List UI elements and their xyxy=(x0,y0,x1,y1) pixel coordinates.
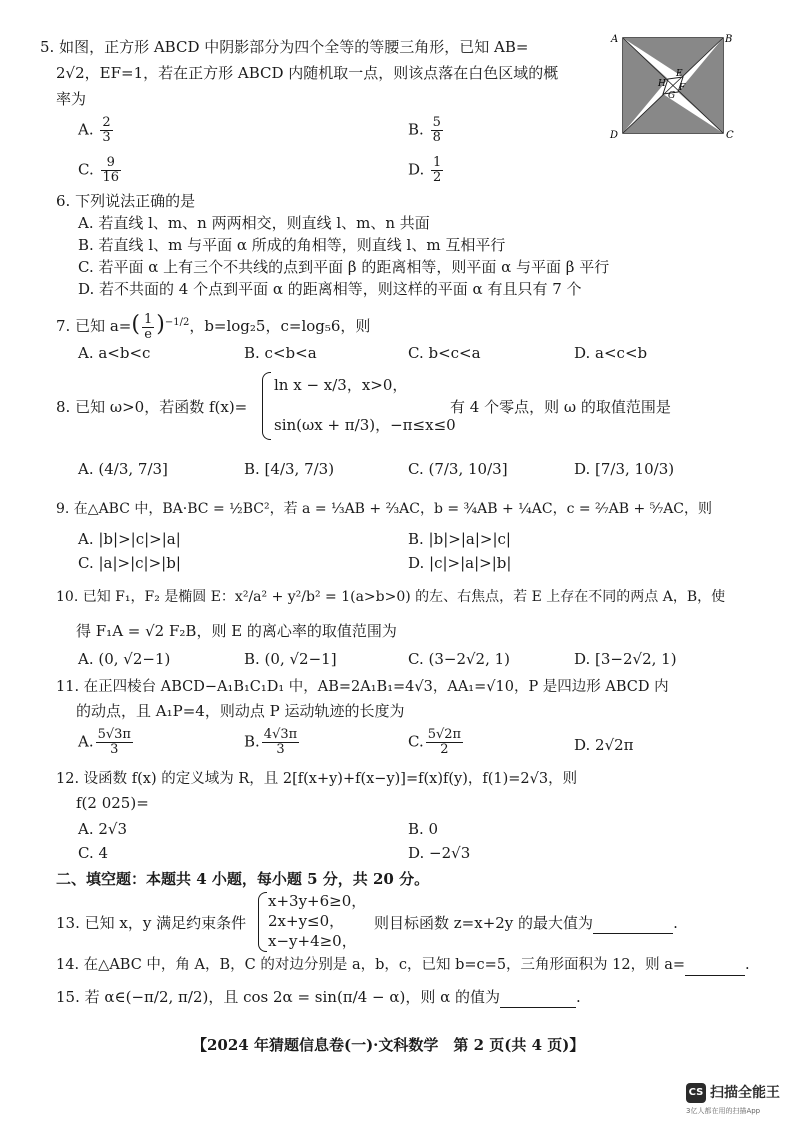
q14-answer-blank[interactable] xyxy=(685,959,745,976)
q9-stem: 9. 在△ABC 中，BA·BC = ½BC²，若 a = ⅓AB + ⅔AC，b = ¾AB + ¼AC，c = ²⁄₇AB + ⁵⁄₇AC，则 xyxy=(56,501,713,517)
q12-option-C[interactable]: C. 4 xyxy=(78,844,109,862)
q6-option-A[interactable]: A. 若直线 l、m、n 两两相交，则直线 l、m、n 共面 xyxy=(78,214,430,232)
q13-stem-post: 则目标函数 z=x+2y 的最大值为 . xyxy=(374,914,678,932)
q9-option-C[interactable]: C. |a|>|c|>|b| xyxy=(78,554,181,572)
q13-stem-pre: 13. 已知 x，y 满足约束条件 xyxy=(56,914,247,932)
q12-line2: f(2 025)= xyxy=(76,794,149,812)
q5-line3: 率为 xyxy=(56,90,87,108)
q6-stem: 6. 下列说法正确的是 xyxy=(56,192,196,210)
q5-B-label: B. xyxy=(408,120,424,139)
q5-B-fraction: $\frac{5}{8}$ xyxy=(432,115,441,145)
scanner-app-name: 扫描全能王 xyxy=(710,1085,780,1101)
q7-option-C[interactable]: C. b<c<a xyxy=(408,344,481,362)
q8-option-A[interactable]: A. (4/3, 7/3] xyxy=(78,460,168,478)
q8-stem-post: 有 4 个零点，则 ω 的取值范围是 xyxy=(450,398,671,416)
q10-option-B[interactable]: B. (0, √2−1] xyxy=(244,650,337,668)
q5-A-label: A. xyxy=(78,120,94,139)
fig-label-F: F xyxy=(679,83,686,93)
q6-option-D[interactable]: D. 若不共面的 4 个点到平面 α 的距离相等，则这样的平面 α 有且只有 7 个 xyxy=(78,280,582,298)
fig-label-G: G xyxy=(668,91,676,101)
q11-option-B[interactable]: B. $\frac{4√3\pi}{3}$ xyxy=(244,727,298,757)
fig-label-C: C xyxy=(726,130,734,141)
q5-option-A[interactable] xyxy=(78,116,115,145)
q8-option-C[interactable]: C. (7/3, 10/3] xyxy=(408,460,508,478)
q7-option-A[interactable]: A. a<b<c xyxy=(78,344,151,362)
fig-label-E: E xyxy=(676,69,683,79)
q12-option-D[interactable]: D. −2√3 xyxy=(408,844,471,862)
q13-constraint2: 2x+y≤0， xyxy=(268,912,345,930)
q7-option-B[interactable]: B. c<b<a xyxy=(244,344,317,362)
q6-option-C[interactable]: C. 若平面 α 上有三个不共线的点到平面 β 的距离相等，则平面 α 与平面 β 平行 xyxy=(78,258,610,276)
q5-option-C[interactable] xyxy=(78,156,123,185)
q8-stem-pre: 8. 已知 ω>0，若函数 f(x)= xyxy=(56,398,248,416)
q6-option-B[interactable]: B. 若直线 l、m 与平面 α 所成的角相等，则直线 l、m 互相平行 xyxy=(78,236,506,254)
q8-option-B[interactable]: B. [4/3, 7/3) xyxy=(244,460,335,478)
q15-answer-blank[interactable] xyxy=(500,991,576,1008)
q11-line2: 的动点，且 A₁P=4，则动点 P 运动轨迹的长度为 xyxy=(76,702,405,720)
q5-D-fraction: $\frac{1}{2}$ xyxy=(433,155,442,185)
q8-option-D[interactable]: D. [7/3, 10/3) xyxy=(574,460,675,478)
q8-case2: sin(ωx + π/3)，−π≤x≤0 xyxy=(274,416,456,434)
q10-option-C[interactable]: C. (3−2√2, 1) xyxy=(408,650,511,668)
q13-constraint3: x−y+4≥0， xyxy=(268,932,357,950)
q13-constraint1: x+3y+6≥0， xyxy=(268,892,367,910)
q10-option-A[interactable]: A. (0, √2−1) xyxy=(78,650,171,668)
q9-option-A[interactable]: A. |b|>|c|>|a| xyxy=(78,530,181,548)
q12-line1: 12. 设函数 f(x) 的定义域为 R，且 2[f(x+y)+f(x−y)]=f(x)f(y)，f(1)=2√3，则 xyxy=(56,771,578,787)
q11-option-D[interactable]: D. 2√2π xyxy=(574,736,634,754)
q5-line2: 2√2，EF=1，若在正方形 ABCD 内随机取一点，则该点落在白色区域的概 xyxy=(56,64,559,82)
q14-stem: 14. 在△ABC 中，角 A，B，C 的对边分别是 a，b，c，已知 b=c=5，三角形面积为 12，则 a= . xyxy=(56,954,750,976)
q5-option-B[interactable] xyxy=(408,116,445,145)
section-heading-fill-in: 二、填空题：本题共 4 小题，每小题 5 分，共 20 分。 xyxy=(56,870,430,888)
q9-option-D[interactable]: D. |c|>|a|>|b| xyxy=(408,554,512,572)
q13-brace xyxy=(258,892,267,952)
q5-line1: 5. 如图，正方形 ABCD 中阴影部分为四个全等的等腰三角形，已知 AB= xyxy=(40,38,529,56)
q11-option-A[interactable]: A. $\frac{5√3\pi}{3}$ xyxy=(78,727,131,757)
page-footer: 【2024 年猜题信息卷(一)·文科数学 第 2 页(共 4 页)】 xyxy=(192,1036,585,1054)
q12-option-A[interactable]: A. 2√3 xyxy=(78,820,128,838)
q11-option-C[interactable]: C. $\frac{5√2\pi}{2}$ xyxy=(408,727,462,757)
q8-case1: ln x − x/3，x>0， xyxy=(274,376,408,394)
fig-label-B: B xyxy=(725,34,733,45)
q12-option-B[interactable]: B. 0 xyxy=(408,820,439,838)
q5-option-D[interactable] xyxy=(408,156,445,185)
q11-line1: 11. 在正四棱台 ABCD−A₁B₁C₁D₁ 中，AB=2A₁B₁=4√3，AA₁=√10，P 是四边形 ABCD 内 xyxy=(56,679,669,695)
q7-option-D[interactable]: D. a<c<b xyxy=(574,344,648,362)
q7-stem: 7. 已知 a=( $\frac{1}{e}$ )$^{-1/2}$，b=log₂5，c=log₅6，则 xyxy=(56,311,371,342)
q5-figure xyxy=(608,32,734,142)
q15-stem: 15. 若 α∈(−π/2, π/2)，且 cos 2α = sin(π/4 − α)，则 α 的值为 . xyxy=(56,988,581,1006)
q10-option-D[interactable]: D. [3−2√2, 1) xyxy=(574,650,677,668)
q13-answer-blank[interactable] xyxy=(593,917,673,934)
q9-option-B[interactable]: B. |b|>|a|>|c| xyxy=(408,530,511,548)
q5-A-fraction: $\frac{2}{3}$ xyxy=(102,115,111,145)
q5-C-fraction: $\frac{9}{16}$ xyxy=(102,155,120,185)
q8-brace xyxy=(262,372,271,440)
fig-label-H: H xyxy=(658,79,666,89)
q10-line2: 得 F₁A = √2 F₂B，则 E 的离心率的取值范围为 xyxy=(76,622,397,640)
scanner-logo-icon: CS xyxy=(686,1083,706,1103)
q5-D-label: D. xyxy=(408,160,425,179)
fig-label-D: D xyxy=(610,130,619,141)
scanner-app-tagline: 3亿人都在用的扫描App xyxy=(686,1107,761,1115)
fig-label-A: A xyxy=(611,34,619,45)
q10-line1: 10. 已知 F₁，F₂ 是椭圆 E：x²/a² + y²/b² = 1(a>b>0) 的左、右焦点，若 E 上存在不同的两点 A，B，使 xyxy=(56,589,726,605)
q5-C-label: C. xyxy=(78,160,94,179)
